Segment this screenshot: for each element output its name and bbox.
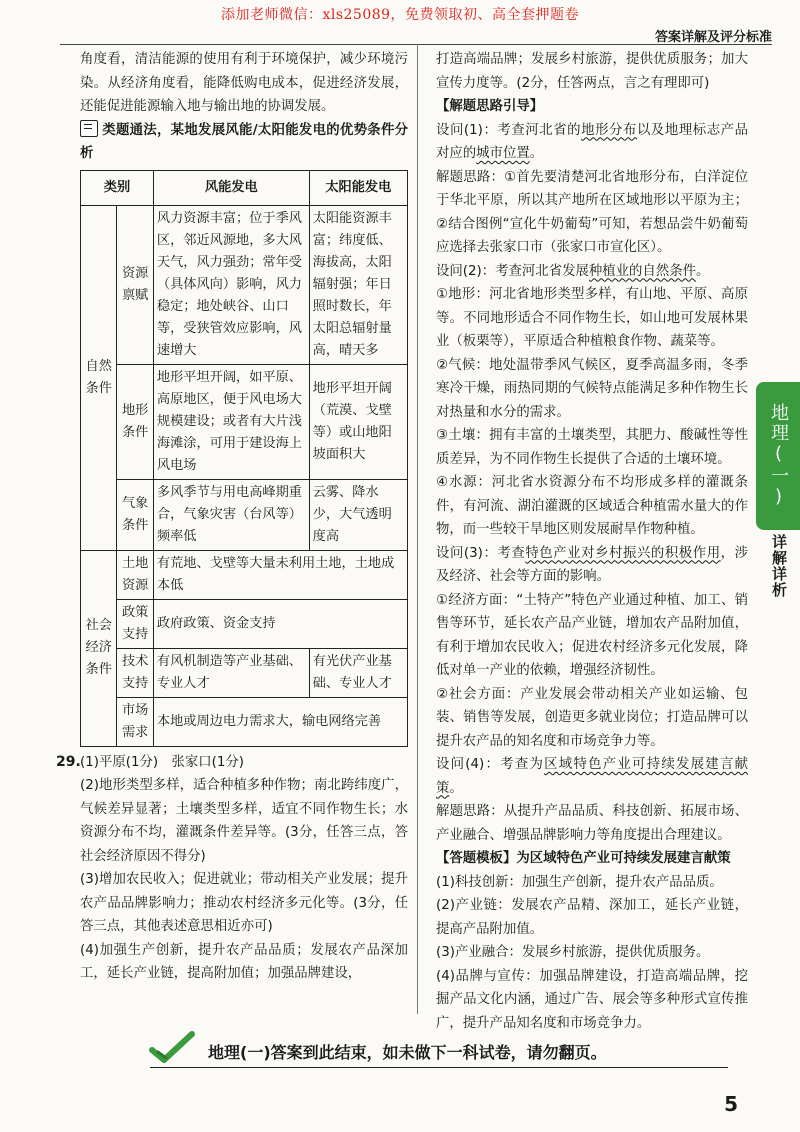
q29-line: (3)增加农民收入；促进就业；带动相关产业发展；提升农产品品牌影响力；推动农村经济多元化等。(3分，任答三点，其他表述意思相近亦可) xyxy=(80,872,408,934)
solar-cell: 太阳能资源丰富；纬度低、海拔高，太阳辐射强；年日照时数长，年太阳总辐射量高，晴天多 xyxy=(309,205,407,364)
list-item: ②社会方面：产业发展会带动相关产业如运输、包装、销售等发展，创造更多就业岗位；打造品牌可以提升农产品的知名度和市场竞争力等。 xyxy=(436,686,748,749)
row-label: 技术支持 xyxy=(117,648,153,697)
right-column xyxy=(436,48,748,1035)
list-item: ①经济方面：“土特产”特色产业通过种植、加工、销售等环节，延长农产品产业链，增加农产品附加值，有利于增加农民收入；促进农村经济多元化发展，降低对单一产业的依赖，增强经济韧性。 xyxy=(436,592,748,678)
header-rule xyxy=(60,44,772,45)
row-label: 市场需求 xyxy=(117,697,153,746)
list-item: (2)产业链：发展农产品精、深加工，延长产业链，提高产品附加值。 xyxy=(436,898,748,937)
sub-question-4: 设问(4)：考查为区域特色产业可持续发展建言献策。 xyxy=(436,757,749,796)
merged-cell: 政府政策、资金支持 xyxy=(153,599,407,648)
column-divider xyxy=(417,44,418,1014)
row-label: 气象条件 xyxy=(117,479,153,550)
merged-cell: 本地或周边电力需求大，输电网络完善 xyxy=(153,697,407,746)
wind-cell: 风力资源丰富；位于季风区，邻近风源地，多大风天气，风力强劲；常年受（具体风向）影响，风力稳定；地处峡谷、山口等，受狭管效应影响，风速增大 xyxy=(153,205,309,364)
group-label: 自然条件 xyxy=(81,205,117,550)
sub-question-1: 设问(1)：考查河北省的地形分布以及地理标志产品对应的城市位置。 xyxy=(436,122,749,161)
comparison-table xyxy=(80,170,408,747)
table-header: 太阳能发电 xyxy=(309,170,407,205)
question-29 xyxy=(56,751,408,986)
table-row xyxy=(81,697,408,746)
footer-note: 地理(一)答案到此结束，如未做下一科试卷，请勿翻页。 xyxy=(150,1040,728,1068)
list-item: (3)产业融合：发展乡村旅游，提供优质服务。 xyxy=(436,945,710,960)
solar-cell: 云雾、降水少，大气透明度高 xyxy=(309,479,407,550)
row-label: 政策支持 xyxy=(117,599,153,648)
answer-continuation: 打造高端品牌；发展乡村旅游，提供优质服务；加大宣传力度等。(2分，任答两点，言之有理即可) xyxy=(436,52,748,91)
subject-tab: 地理(一) xyxy=(756,382,800,530)
watermark-banner: 添加老师微信：xls25089，免费领取初、高全套押题卷 xyxy=(220,7,580,23)
q29-line: (2)地形类型多样，适合种植多种作物；南北跨纬度广，气候差异显著；土壤类型多样，适宜不同作物生长；水资源分布不均，灌溉条件差异等。(3分，任答三点，答社会经济原因不得分) xyxy=(80,778,408,864)
note-title: 类题通法 xyxy=(102,122,157,138)
row-label: 地形条件 xyxy=(117,364,153,479)
table-header: 风能发电 xyxy=(153,170,309,205)
q29-line: 29.(1)平原(1分) 张家口(1分) xyxy=(80,751,408,775)
guide-title: 【解题思路引导】 xyxy=(436,99,544,114)
list-item: ①地形：河北省地形类型多样，有山地、平原、高原等。不同地形适合不同作物生长，如山地可发展林果业（板栗等），平原适合种植粮食作物、蔬菜等。 xyxy=(436,287,748,349)
table-row xyxy=(81,550,408,599)
page-number: 5 xyxy=(724,1092,738,1116)
table-row xyxy=(81,205,408,364)
q29-line: (4)加强生产创新，提升农产品品质；发展农产品深加工，延长产业链，提高附加值；加强品牌建设， xyxy=(80,942,408,981)
table-row xyxy=(81,599,408,648)
idea-4: 解题思路：从提升产品品质、科技创新、拓展市场、产业融合、增强品牌影响力等角度提出合理建议。 xyxy=(436,804,748,843)
merged-cell: 有荒地、戈壁等大量未利用土地，土地成本低 xyxy=(153,550,407,599)
side-caption: 详解详析 xyxy=(770,534,788,598)
solar-cell: 有光伏产业基础、专业人才 xyxy=(309,648,407,697)
list-item: ④水源：河北省水资源分布不均形成多样的灌溉条件，有河流、湖泊灌溉的区域适合种植需水量大的作物，而一些较干旱地区则发展耐旱作物种植。 xyxy=(436,475,748,537)
question-number: 29. xyxy=(56,753,81,770)
left-column xyxy=(56,48,409,986)
wind-cell: 地形平坦开阔，如平原、高原地区，便于风电场大规模建设；或者有大片浅海滩涂，可用于建设海上风电场 xyxy=(153,364,309,479)
solar-cell: 地形平坦开阔（荒漠、戈壁等）或山地阳坡面积大 xyxy=(309,364,407,479)
sub-question-3: 设问(3)：考查特色产业对乡村振兴的积极作用，涉及经济、社会等方面的影响。 xyxy=(436,545,749,584)
group-label: 社会经济条件 xyxy=(81,550,117,746)
wind-cell: 有风机制造等产业基础、专业人才 xyxy=(153,648,309,697)
template-title: 【答题模板】为区域特色产业可持续发展建言献策 xyxy=(436,851,731,866)
row-label: 土地资源 xyxy=(117,550,153,599)
wind-cell: 多风季节与用电高峰期重合，气象灾害（台风等）频率低 xyxy=(153,479,309,550)
intro-text: 角度看，清洁能源的使用有利于环境保护，减少环境污染。从经济角度看，能降低购电成本，促进经济发展，还能促进能源输入地与输出地的协调发展。 xyxy=(80,52,408,114)
list-item: (4)品牌与宣传：加强品牌建设，打造高端品牌，挖掘产品文化内涵，通过广告、展会等多种形式宣传推广，提升产品知名度和市场竞争力。 xyxy=(436,968,748,1031)
page-header-title: 答案详解及评分标准 xyxy=(654,30,772,45)
list-item: ②气候：地处温带季风气候区，夏季高温多雨，冬季寒冷干燥，雨热同期的气候特点能满足多种作物生长对热量和水分的需求。 xyxy=(436,357,748,420)
table-row xyxy=(81,648,408,697)
note-text: 某地发展风能/太阳能发电的优势条件分析 xyxy=(80,122,409,161)
list-item: ③土壤：拥有丰富的土壤类型，其肥力、酸碱性等性质差异，为不同作物生长提供了合适的土壤环境。 xyxy=(436,428,748,467)
row-label: 资源禀赋 xyxy=(117,205,153,364)
method-note: 类题通法，某地发展风能/太阳能发电的优势条件分析 xyxy=(80,119,408,166)
note-icon xyxy=(80,120,98,137)
idea-1: 解题思路：①首先要清楚河北省地形分布，白洋淀位于华北平原，所以其产地所在区域地形以平原为主；②结合图例“宣化牛奶葡萄”可知，若想品尝牛奶葡萄应选择去张家口市（张家口市宣化区）。 xyxy=(436,169,748,255)
table-row xyxy=(81,479,408,550)
list-item: (1)科技创新：加强生产创新，提升农产品品质。 xyxy=(436,874,723,890)
table-header-row xyxy=(81,170,408,205)
sub-question-2: 设问(2)：考查河北省发展种植业的自然条件。 xyxy=(436,263,710,279)
table-row xyxy=(81,364,408,479)
table-header: 类别 xyxy=(81,170,154,205)
